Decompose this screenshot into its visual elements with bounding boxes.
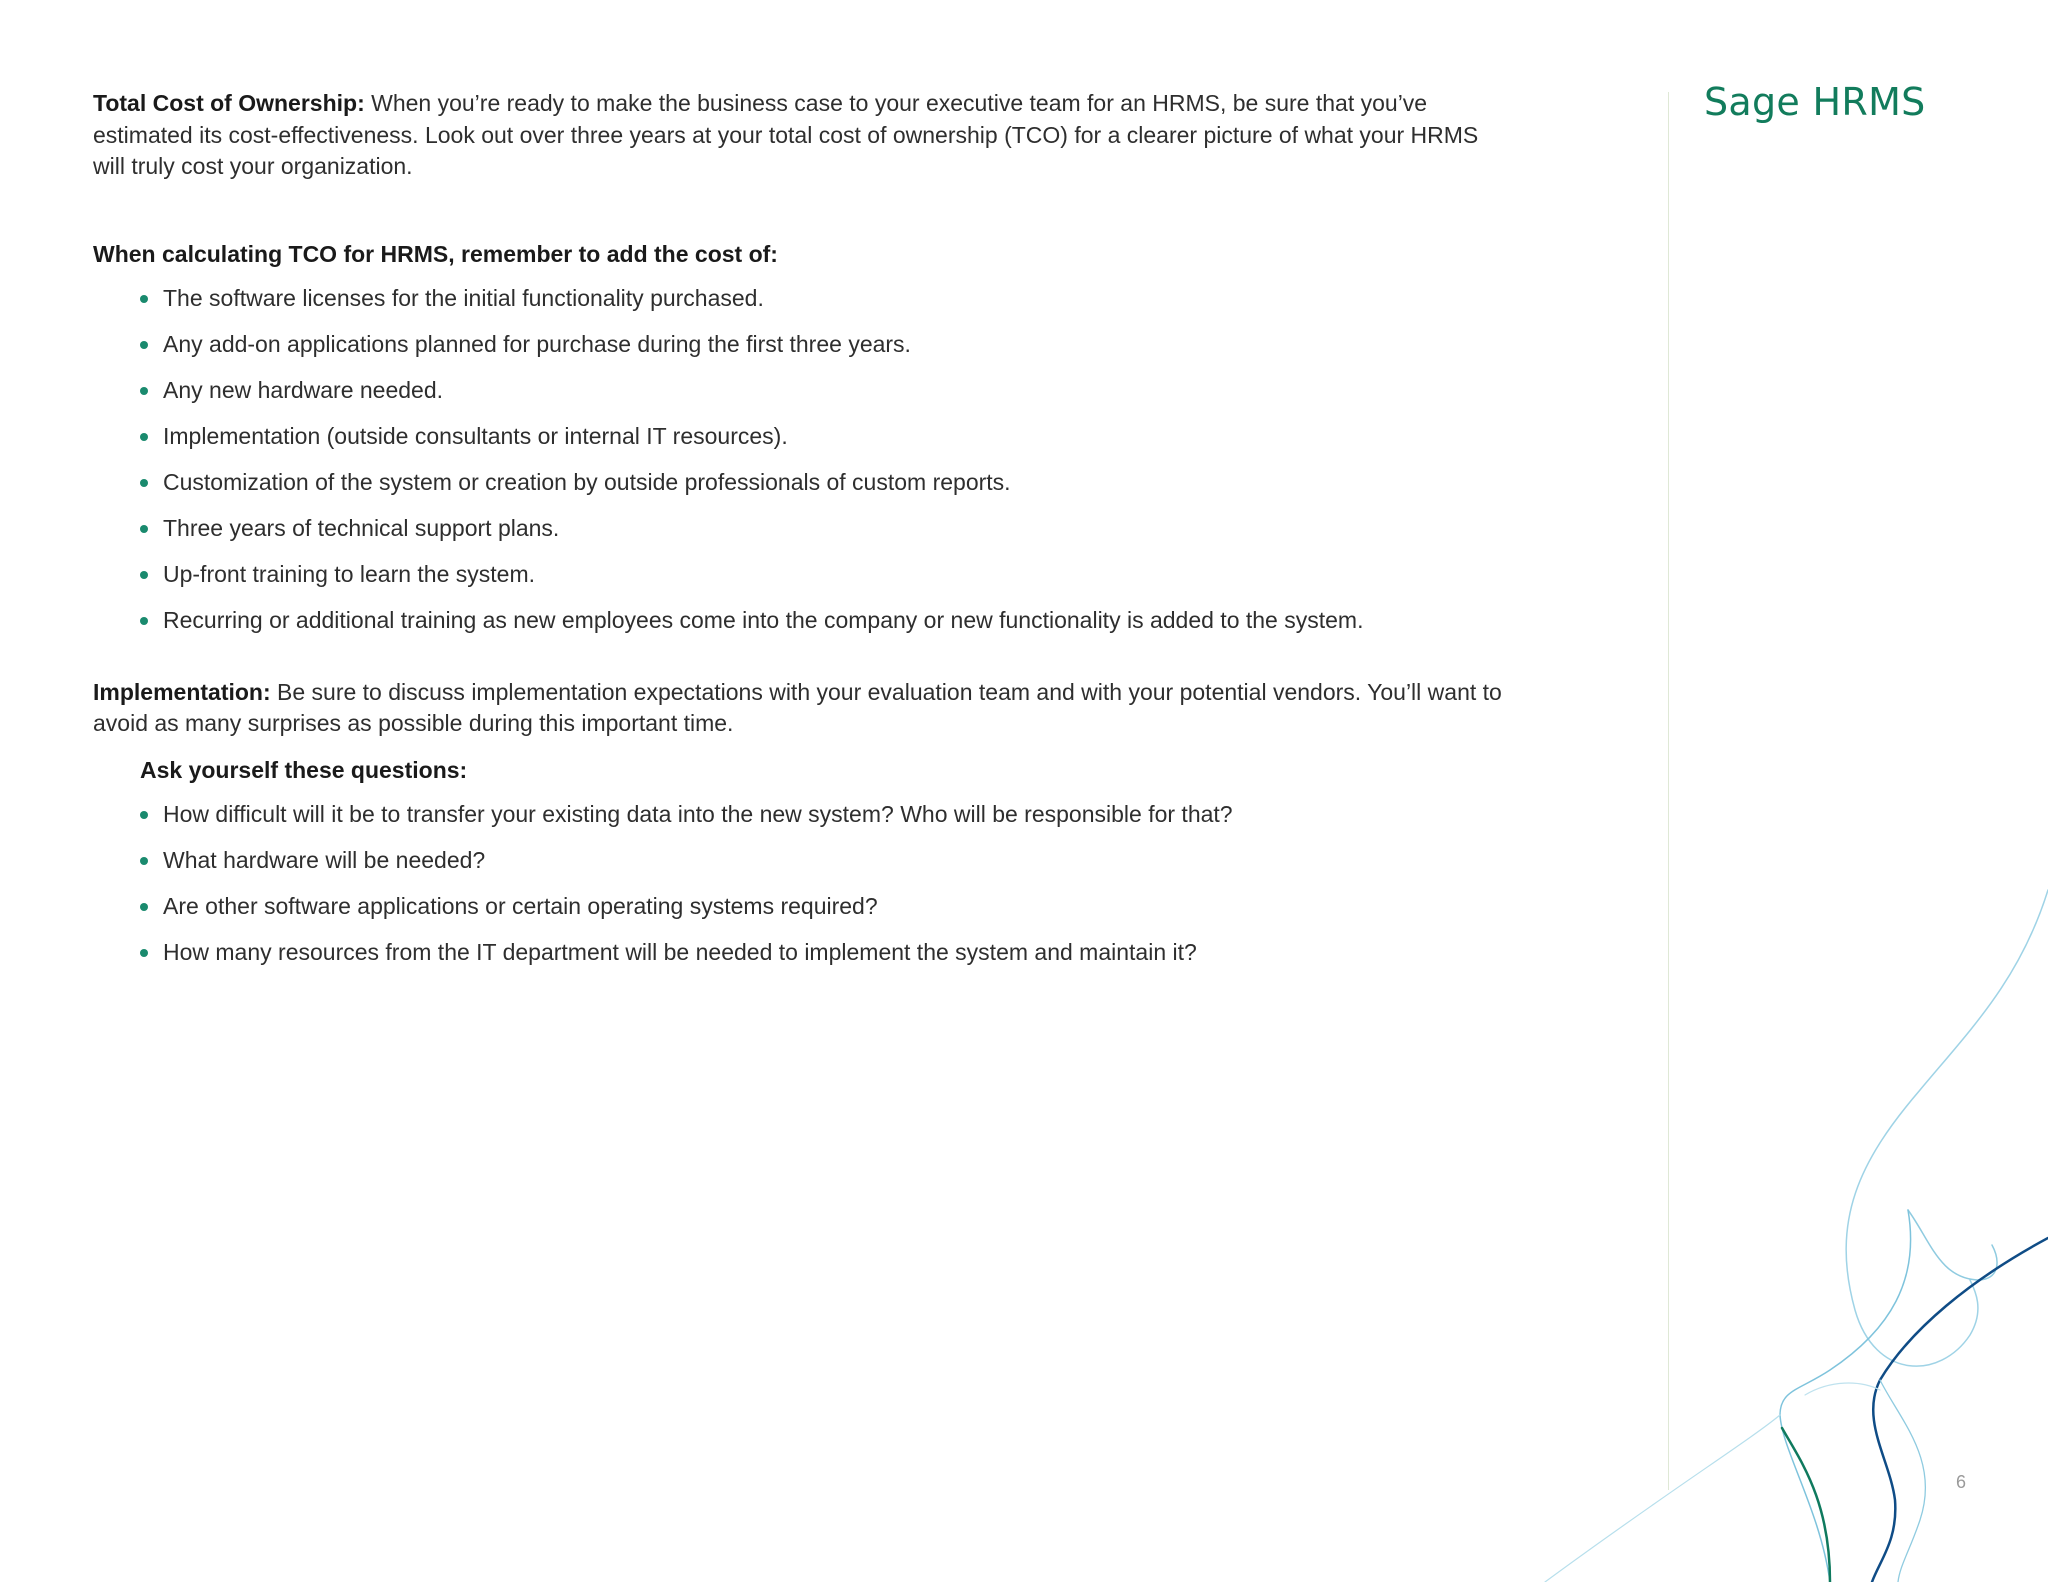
list-item-text: Implementation (outside consultants or internal IT resources). [163, 422, 788, 449]
list-item [140, 283, 1503, 314]
list-item-text: Customization of the system or creation by outside professionals of custom reports. [163, 468, 1011, 495]
list-item-text: How many resources from the IT department will be needed to implement the system and maintain it? [163, 938, 1197, 965]
questions-list [93, 799, 1503, 968]
bullet-icon [140, 949, 148, 957]
bullet-icon [140, 525, 148, 533]
bullet-icon [140, 479, 148, 487]
list-item [140, 375, 1503, 406]
bullet-icon [140, 433, 148, 441]
list-item-text: How difficult will it be to transfer your existing data into the new system? Who will be responsible for that? [163, 800, 1233, 827]
questions-heading: Ask yourself these questions: [140, 756, 468, 783]
bullet-icon [140, 295, 148, 303]
bullet-icon [140, 341, 148, 349]
list-item-text: The software licenses for the initial functionality purchased. [163, 284, 764, 311]
list-item [140, 845, 1503, 876]
list-item-text: Recurring or additional training as new employees come into the company or new functionality is added to the system. [163, 606, 1364, 633]
tco-text: When you’re ready to make the business case to your executive team for an HRMS, be sure that you’ve estimated its cost-effectiveness. Look out over three years at your total cost of ownership (TCO) for a clearer picture of what your HRMS will truly cost your organization. [93, 90, 1479, 179]
bullet-icon [140, 571, 148, 579]
list-item [140, 421, 1503, 452]
list-item [140, 329, 1503, 360]
list-item [140, 891, 1503, 922]
bullet-icon [140, 387, 148, 395]
list-item [140, 559, 1503, 590]
list-item-text: Any add-on applications planned for purchase during the first three years. [163, 330, 911, 357]
tco-lead: Total Cost of Ownership: [93, 90, 365, 116]
bullet-icon [140, 617, 148, 625]
list-item [140, 605, 1503, 636]
swirl-line-1 [1846, 890, 2048, 1366]
implementation-text: Be sure to discuss implementation expectations with your evaluation team and with your potential vendors. You’ll want to avoid as many surprises as possible during this important time. [93, 678, 1502, 736]
swirl-line-5 [1872, 1238, 2048, 1582]
list-item-text: Are other software applications or certain operating systems required? [163, 892, 878, 919]
list-item [140, 799, 1503, 830]
list-item-text: Three years of technical support plans. [163, 514, 560, 541]
tco-cost-list [93, 283, 1503, 636]
bullet-icon [140, 903, 148, 911]
page-number: 6 [1956, 1472, 1967, 1492]
swirl-line-3 [1780, 1210, 1911, 1582]
implementation-lead: Implementation: [93, 678, 271, 705]
swirl-line-4 [1545, 1415, 1780, 1582]
list-item-text: What hardware will be needed? [163, 846, 486, 873]
tco-paragraph [93, 88, 1503, 183]
list-item [140, 937, 1503, 968]
list-item-text: Any new hardware needed. [163, 376, 444, 403]
bullet-icon [140, 857, 148, 865]
list-item [140, 467, 1503, 498]
tco-list-heading: When calculating TCO for HRMS, remember to add the cost of: [93, 240, 778, 267]
list-item-text: Up-front training to learn the system. [163, 560, 535, 587]
implementation-paragraph [93, 677, 1503, 740]
swirl-line-2 [1908, 1210, 1997, 1280]
list-item [140, 513, 1503, 544]
bullet-icon [140, 811, 148, 819]
main-content [93, 88, 1503, 983]
brand-logo: Sage HRMS [1704, 80, 1926, 124]
swirl-line-8 [1805, 1383, 1880, 1395]
